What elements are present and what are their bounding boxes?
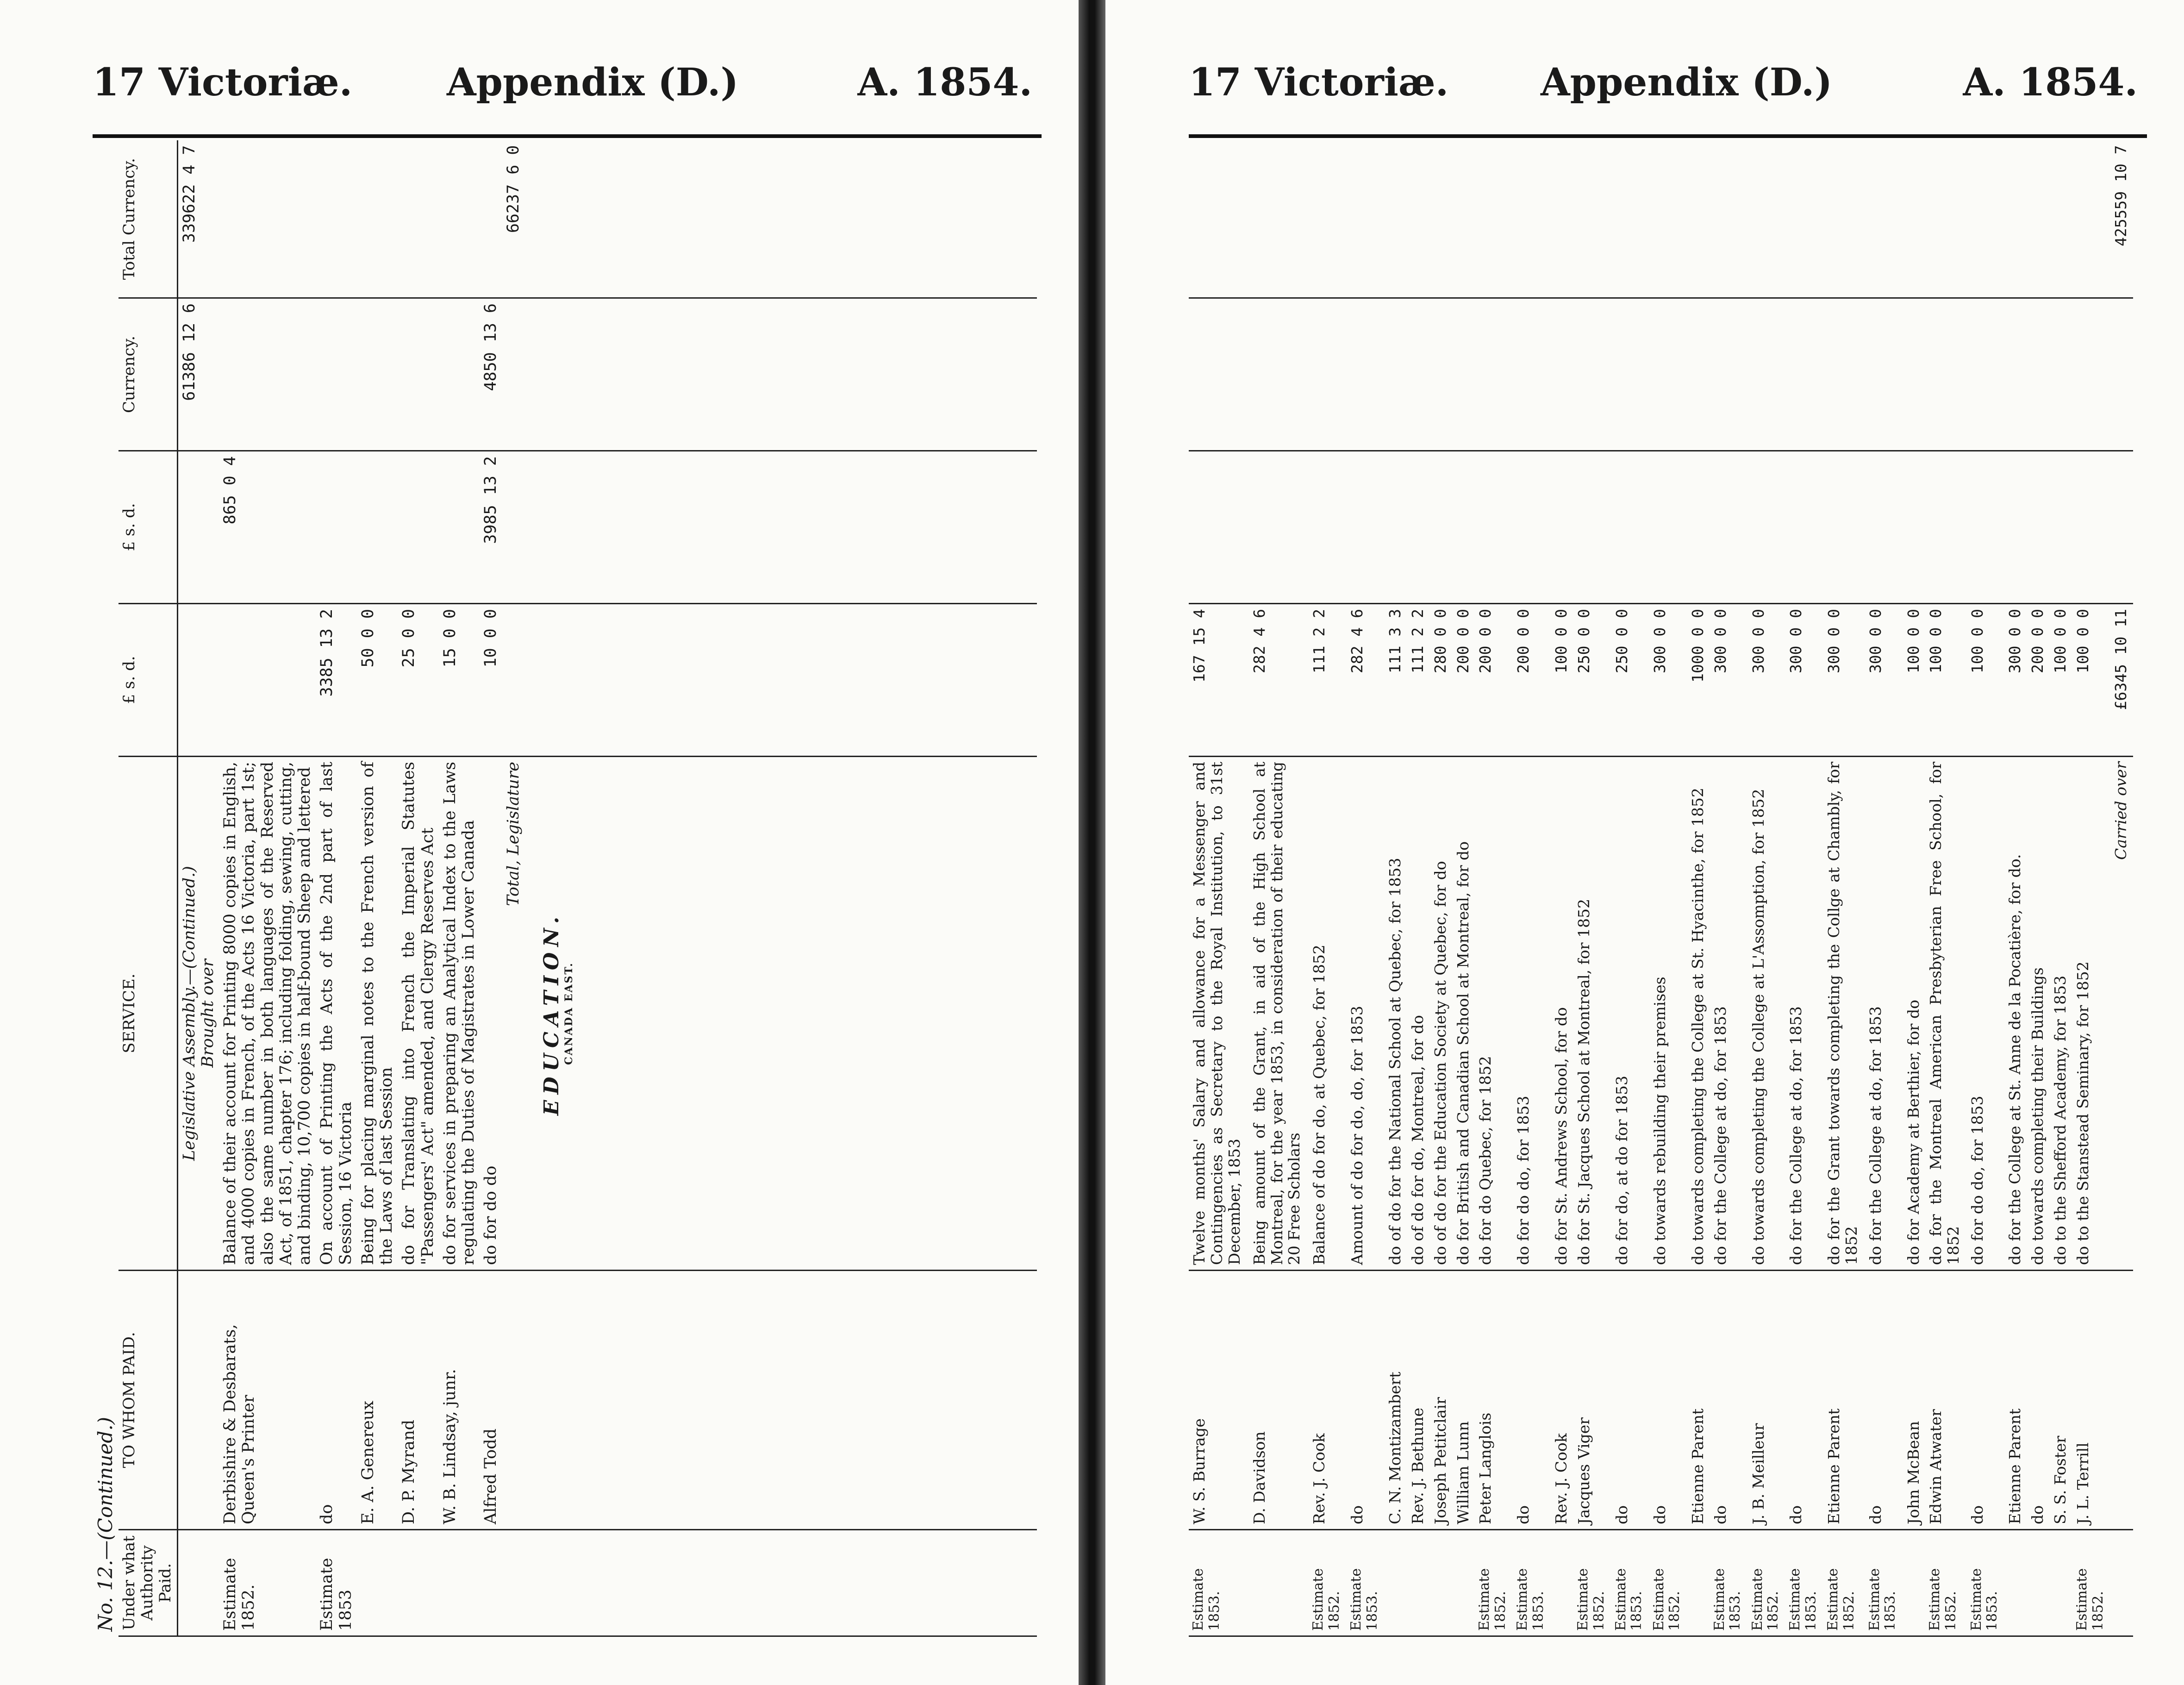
cell-authority: Estimate 1853. <box>1785 1530 1823 1636</box>
cell-amount: 100 0 0 <box>2050 604 2072 757</box>
table-row <box>1385 141 1407 1636</box>
cell-to-whom: do <box>1611 1271 1649 1530</box>
cell-service: do for do Quebec, for 1852 <box>1475 757 1513 1271</box>
table-row: W. B. Lindsay, junr. do for services in preparing an Analytical Index to the Laws regulating the Duties of Magistrates in Lower Canada 15 0 0 <box>439 141 480 1636</box>
table-row: D. P. Myrand do for Translating into French the Imperial Statutes "Passengers' Act" amended, and Clergy Reserves Act 25 0 0 <box>398 141 439 1636</box>
cell-amount: 300 0 0 <box>1785 604 1823 757</box>
ledger-table-left <box>93 141 1037 1637</box>
cell-service: do for the Grant towards completing the Collge at Chambly, for 1852 <box>1823 757 1865 1271</box>
cell-service: do towards completing the College at St. Hyacinthe, for 1852 <box>1687 757 1710 1271</box>
col-total-currency: Total Currency. <box>119 141 177 298</box>
cell-authority: Estimate 1852. <box>1309 1530 1347 1636</box>
cell-authority <box>1687 1530 1710 1636</box>
cell-authority: Estimate 1853. <box>1611 1530 1649 1636</box>
cell-to-whom: do <box>2027 1271 2050 1530</box>
brought-over-currency: 61386 12 6 <box>177 298 219 451</box>
cell-authority <box>1249 1530 1309 1636</box>
cell-authority: Estimate 1852. <box>1573 1530 1611 1636</box>
cell-service: do towards completing their Buildings <box>2027 757 2050 1271</box>
col-amount2: £ s. d. <box>119 451 177 604</box>
cell-to-whom: Peter Langlois <box>1475 1271 1513 1530</box>
subheading: Legislative Assembly.—(Continued.) Brought over <box>177 757 219 1271</box>
book-gutter <box>1079 0 1105 1685</box>
cell-amount: 200 0 0 <box>1453 604 1475 757</box>
cell-amount: 100 0 0 <box>1967 604 2005 757</box>
cell-service: do for do do, for 1853 <box>1967 757 2005 1271</box>
table-row <box>1513 141 1551 1636</box>
cell-authority <box>2004 1530 2027 1636</box>
carried-over-total: 425559 10 7 <box>2110 141 2133 298</box>
table-row <box>1475 141 1513 1636</box>
cell-authority: Estimate 1853. <box>1865 1530 1903 1636</box>
header-rule <box>93 134 1042 138</box>
cell-to-whom: Rev. J. Cook <box>1551 1271 1573 1530</box>
cell-authority: Estimate 1852. <box>1649 1530 1687 1636</box>
header-session: 17 Victoriæ. <box>93 60 353 105</box>
cell-service: do for the College at do, for 1853 <box>1785 757 1823 1271</box>
cell-to-whom: J. B. Meilleur <box>1748 1271 1786 1530</box>
cell-amount: 200 0 0 <box>1475 604 1513 757</box>
cell-to-whom: Edwin Atwater <box>1925 1271 1966 1530</box>
total-legislature-label: Total, Legislature <box>502 757 524 1271</box>
cell-authority: Estimate 1852. <box>2072 1530 2110 1636</box>
table-row: Estimate 1852. Derbishire & Desbarats, Queen's Printer Balance of their account for Printing 8000 copies in English, and 4000 copies in French, of the Acts 16 Victoria, part 1st; also the same number in both languages of the Reserved Act, of 1851, chapter 176; including folding, sewing, cutting, and binding, 10,700 copies in half-bound Sheep and lettered 865 0 4 <box>219 141 316 1636</box>
cell-authority <box>1407 1530 1430 1636</box>
cell-amount: 300 0 0 <box>1823 604 1865 757</box>
right-page-header <box>1189 60 2147 111</box>
table-row <box>1453 141 1475 1636</box>
table-row <box>1687 141 1710 1636</box>
table-title: No. 12.—(Continued.) <box>94 1416 117 1632</box>
cell-service: Balance of do for do, at Quebec, for 1852 <box>1309 757 1347 1271</box>
table-row <box>1347 141 1385 1636</box>
cell-amount: 100 0 0 <box>1903 604 1926 757</box>
cell-to-whom: do <box>1513 1271 1551 1530</box>
cell-service: do of do for do, Montreal, for do <box>1407 757 1430 1271</box>
cell-to-whom: Etienne Parent <box>1687 1271 1710 1530</box>
cell-amount: 300 0 0 <box>1649 604 1687 757</box>
cell-to-whom: Joseph Petitclair <box>1430 1271 1453 1530</box>
carried-over-amount: £6345 10 11 <box>2110 604 2133 757</box>
cell-amount: 167 15 4 <box>1189 604 1249 757</box>
cell-amount: 300 0 0 <box>1865 604 1903 757</box>
cell-service: do of do for the National School at Quebec, for 1853 <box>1385 757 1407 1271</box>
cell-service: do for the College at St. Anne de la Pocatière, for do. <box>2004 757 2027 1271</box>
cell-authority: Estimate 1853. <box>1347 1530 1385 1636</box>
cell-authority: Estimate 1852. <box>1925 1530 1966 1636</box>
cell-service: do to the Stanstead Seminary, for 1852 <box>2072 757 2110 1271</box>
cell-amount: 300 0 0 <box>1748 604 1786 757</box>
table-row <box>1551 141 1573 1636</box>
table-row <box>1865 141 1903 1636</box>
cell-to-whom: W. S. Burrage <box>1189 1271 1249 1530</box>
cell-to-whom: do <box>1649 1271 1687 1530</box>
brought-over-total: 339622 4 7 <box>177 141 219 298</box>
table-row <box>1903 141 1926 1636</box>
cell-service: do to the Shefford Academy, for 1853 <box>2050 757 2072 1271</box>
cell-amount: 250 0 0 <box>1611 604 1649 757</box>
cell-service: do for the College at do, for 1853 <box>1865 757 1903 1271</box>
cell-amount: 280 0 0 <box>1430 604 1453 757</box>
table-row: E. A. Genereux Being for placing marginal notes to the French version of the Laws of last Session 50 0 0 <box>357 141 398 1636</box>
cell-authority: Estimate 1853. <box>1710 1530 1748 1636</box>
cell-to-whom: Rev. J. Cook <box>1309 1271 1347 1530</box>
cell-service: do of do for the Education Society at Quebec, for do <box>1430 757 1453 1271</box>
cell-amount: 1000 0 0 <box>1687 604 1710 757</box>
cell-amount: 282 4 6 <box>1249 604 1309 757</box>
cell-to-whom: do <box>1785 1271 1823 1530</box>
table-row <box>1967 141 2005 1636</box>
left-page-header <box>93 60 1042 111</box>
left-rotated-area <box>93 141 1037 1637</box>
cell-authority <box>1551 1530 1573 1636</box>
table-row <box>1573 141 1611 1636</box>
cell-service: Being amount of the Grant, in aid of the High School at Montreal, for the year 1853, in consideration of their educating 20 Free Scholars <box>1249 757 1309 1271</box>
table-row <box>2072 141 2110 1636</box>
table-row <box>1748 141 1786 1636</box>
cell-authority: Estimate 1852. <box>1823 1530 1865 1636</box>
cell-amount: 100 0 0 <box>2072 604 2110 757</box>
cell-service: do for British and Canadian School at Montreal, for do <box>1453 757 1475 1271</box>
section-subtitle: CANADA EAST. <box>563 962 575 1065</box>
cell-authority <box>1903 1530 1926 1636</box>
col-to-whom: TO WHOM PAID. <box>119 1271 177 1530</box>
cell-amount: 250 0 0 <box>1573 604 1611 757</box>
table-row: Alfred Todd do for do do 10 0 0 3985 13 2 4850 13 6 <box>480 141 502 1636</box>
table-row <box>2004 141 2027 1636</box>
cell-service: do towards completing the College at L'Assomption, for 1852 <box>1748 757 1786 1271</box>
col-authority: Under what Authority Paid. <box>119 1530 177 1636</box>
cell-to-whom: do <box>1710 1271 1748 1530</box>
cell-to-whom: Etienne Parent <box>2004 1271 2027 1530</box>
cell-to-whom: S. S. Foster <box>2050 1271 2072 1530</box>
table-row <box>1710 141 1748 1636</box>
cell-authority: Estimate 1853. <box>1513 1530 1551 1636</box>
table-row <box>1249 141 1309 1636</box>
table-row <box>1649 141 1687 1636</box>
cell-service: do for St. Andrews School, for do <box>1551 757 1573 1271</box>
table-row <box>1430 141 1453 1636</box>
cell-to-whom: C. N. Montizambert <box>1385 1271 1407 1530</box>
cell-to-whom: William Lunn <box>1453 1271 1475 1530</box>
left-page <box>0 0 1079 1685</box>
cell-to-whom: D. Davidson <box>1249 1271 1309 1530</box>
header-year: A. 1854. <box>857 60 1032 105</box>
cell-amount: 200 0 0 <box>1513 604 1551 757</box>
table-row <box>2027 141 2050 1636</box>
cell-service: do for St. Jacques School at Montreal, for 1852 <box>1573 757 1611 1271</box>
cell-service: do for the Montreal American Presbyterian Free School, for 1852 <box>1925 757 1966 1271</box>
cell-authority <box>1430 1530 1453 1636</box>
table-row <box>1823 141 1865 1636</box>
right-rotated-area <box>1189 141 2133 1637</box>
cell-authority <box>2050 1530 2072 1636</box>
cell-to-whom: Jacques Viger <box>1573 1271 1611 1530</box>
cell-to-whom: J. L. Terrill <box>2072 1271 2110 1530</box>
cell-authority: Estimate 1853. <box>1967 1530 2005 1636</box>
header-rule <box>1189 134 2147 138</box>
header-appendix: Appendix (D.) <box>447 60 739 105</box>
cell-to-whom: Rev. J. Bethune <box>1407 1271 1430 1530</box>
cell-to-whom: Etienne Parent <box>1823 1271 1865 1530</box>
ledger-table-right <box>1189 141 2133 1637</box>
table-row <box>2050 141 2072 1636</box>
table-row: Estimate 1853 do On account of Printing the Acts of the 2nd part of last Session, 16 Victoria 3385 13 2 <box>316 141 357 1636</box>
cell-amount: 111 2 2 <box>1407 604 1430 757</box>
col-amount1: £ s. d. <box>119 604 177 757</box>
table-row <box>1309 141 1347 1636</box>
cell-amount: 111 2 2 <box>1309 604 1347 757</box>
cell-service: Amount of do for do, do, for 1853 <box>1347 757 1385 1271</box>
cell-service: do for Academy at Berthier, for do <box>1903 757 1926 1271</box>
col-service: SERVICE. <box>119 757 177 1271</box>
right-page <box>1105 0 2184 1685</box>
cell-amount: 200 0 0 <box>2027 604 2050 757</box>
cell-service: Twelve months' Salary and allowance for a Messenger and Contingencies as Secretary to the Royal Institution, to 31st December, 1853 <box>1189 757 1249 1271</box>
cell-amount: 100 0 0 <box>1925 604 1966 757</box>
table-row <box>1189 141 1249 1636</box>
table-row <box>1611 141 1649 1636</box>
cell-amount: 111 3 3 <box>1385 604 1407 757</box>
cell-amount: 282 4 6 <box>1347 604 1385 757</box>
cell-service: do for the College at do, for 1853 <box>1710 757 1748 1271</box>
header-appendix: Appendix (D.) <box>1541 60 1833 105</box>
cell-to-whom: do <box>1347 1271 1385 1530</box>
cell-to-whom: do <box>1865 1271 1903 1530</box>
brought-over-label: Brought over <box>198 959 217 1068</box>
cell-to-whom: John McBean <box>1903 1271 1926 1530</box>
cell-to-whom: do <box>1967 1271 2005 1530</box>
table-row <box>1925 141 1966 1636</box>
cell-amount: 300 0 0 <box>2004 604 2027 757</box>
col-currency: Currency. <box>119 298 177 451</box>
header-year: A. 1854. <box>1963 60 2138 105</box>
table-row <box>1407 141 1430 1636</box>
cell-authority <box>2027 1530 2050 1636</box>
cell-authority <box>1385 1530 1407 1636</box>
cell-service: do towards rebuilding their premises <box>1649 757 1687 1271</box>
total-legislature-amount: 66237 6 0 <box>502 141 524 298</box>
cell-amount: 300 0 0 <box>1710 604 1748 757</box>
cell-amount: 100 0 0 <box>1551 604 1573 757</box>
cell-authority: Estimate 1853. <box>1189 1530 1249 1636</box>
cell-authority: Estimate 1852. <box>1475 1530 1513 1636</box>
cell-service: do for do do, for 1853 <box>1513 757 1551 1271</box>
table-row <box>1785 141 1823 1636</box>
section-title: EDUCATION. <box>539 911 563 1116</box>
cell-service: do for do, at do for 1853 <box>1611 757 1649 1271</box>
cell-authority: Estimate 1852. <box>1748 1530 1786 1636</box>
cell-authority <box>1453 1530 1475 1636</box>
header-session: 17 Victoriæ. <box>1189 60 1449 105</box>
carried-over-label: Carried over <box>2110 757 2133 1271</box>
